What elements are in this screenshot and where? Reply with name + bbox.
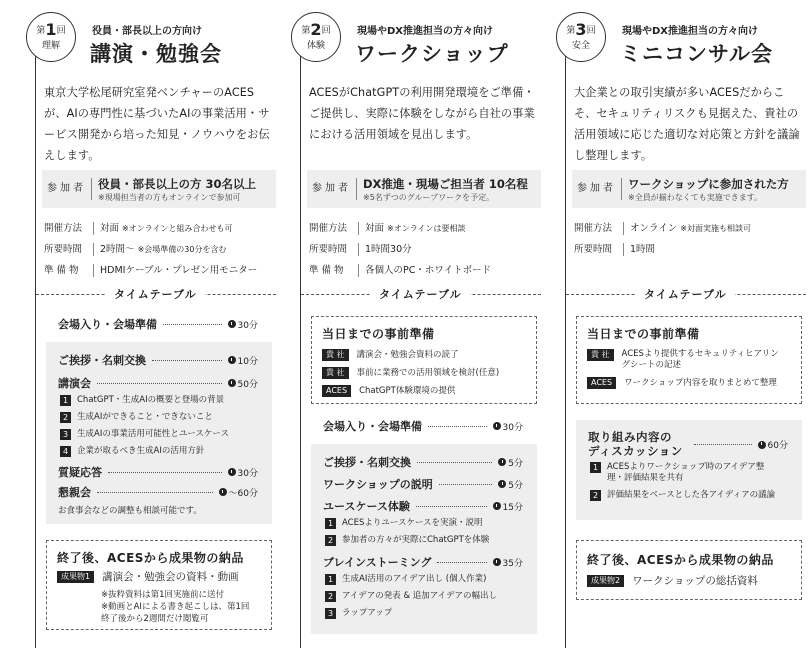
agenda-subitem: 3 ラップアップ — [325, 608, 392, 619]
column-session-3 — [558, 0, 808, 648]
deliverable-box: 終了後、ACESから成果物の納品 成果物1 講演会・勉強会の資料・動画 ※抜粋資料は第1回実施前に送付 ※動画とAIによる書き起こしは、第1回 終了後から2週間だけ閲覧可 — [46, 540, 272, 630]
participants-box — [42, 170, 276, 208]
agenda-subitem: 2 アイデアの発表 & 追加アイデアの幅出し — [325, 591, 497, 602]
agenda-subitem: 2 評価結果をベースとした各アイディアの議論 — [590, 490, 775, 501]
participants-box — [572, 170, 806, 208]
participants-value: DX推進・現場ご担当者 10名程 — [363, 176, 528, 191]
clock-icon — [228, 468, 236, 476]
program-box — [576, 420, 802, 520]
agenda-subitem: 1 ACESよりワークショップ時のアイデア整 理・評価結果を共有 — [590, 462, 764, 484]
agenda-subitem: 1 ACESよりユースケースを実演・説明 — [325, 518, 483, 529]
program-box — [311, 444, 537, 634]
session-title: 講演・勉強会 — [90, 42, 222, 66]
clock-icon — [228, 379, 236, 387]
agenda-subitem: 1 ChatGPT・生成AIの概要と登場の背景 — [60, 395, 224, 406]
party-note: お食事会などの調整も相談可能です。 — [58, 506, 202, 516]
agenda-subitem: 2 参加者の方々が実際にChatGPTを体験 — [325, 535, 489, 546]
clock-icon — [228, 320, 236, 328]
audience-caption: 役員・部長以上の方向け — [92, 26, 202, 37]
schedule-item: ワークショップの説明 5分 — [323, 478, 523, 491]
prep-box — [576, 316, 802, 404]
timetable-heading: タイムテーブル — [106, 286, 205, 302]
session-info: 開催方法 対面 ※オンラインは要相談 所要時間 1時間30分 準 備 物 各個人のPC・ホワイトボード — [309, 223, 492, 276]
participants-value: ワークショップに参加された方 — [628, 176, 789, 191]
clock-icon — [758, 441, 766, 449]
schedule-item: ブレインストーミング 35分 — [323, 556, 523, 569]
session-info: 開催方法 対面 ※オンラインと組み合わせも可 所要時間 2時間〜 ※会場準備の30分を含む 準 備 物 HDMIケーブル・プレゼン用モニター — [44, 223, 258, 276]
column-divider — [565, 52, 566, 648]
session-info: 開催方法 オンライン ※対面実施も相談可 所要時間 1時間 — [574, 223, 751, 255]
program-box — [46, 342, 272, 524]
session-description: 東京大学松尾研究室発ベンチャーのACESが、AIの専門性に基づいたAIの事業活用・サービス開発から培った知見・ノウハウをお伝えします。 — [44, 86, 270, 162]
session-title: ワークショップ — [355, 42, 509, 66]
clock-icon — [219, 488, 227, 496]
prep-item: 貴 社 講演会・勉強会資料の読了 — [322, 349, 459, 361]
session-badge: 第3回 安全 — [556, 12, 606, 62]
agenda-subitem: 4 企業が取るべき生成AIの活用方針 — [60, 446, 204, 457]
column-divider — [35, 52, 36, 648]
agenda-subitem: 1 生成AI活用のアイデア出し (個人作業) — [325, 574, 486, 585]
schedule-item: 会場入り・会場準備 30分 — [323, 420, 523, 433]
participants-value: 役員・部長以上の方 30名以上 — [98, 176, 257, 191]
deliverable-heading: 終了後、ACESから成果物の納品 — [57, 551, 244, 565]
prep-item: ACES ワークショップ内容を取りまとめて整理 — [587, 377, 777, 389]
schedule-item: 60分 — [688, 438, 788, 451]
column-session-2 — [293, 0, 543, 648]
clock-icon — [498, 458, 506, 466]
clock-icon — [493, 558, 501, 566]
session-description: ACESがChatGPTの利用開発環境をご準備・ご提供し、実際に体験をしながら自社の事業における活用領域を見出します。 — [309, 86, 535, 141]
session-badge: 第1回 理解 — [26, 12, 76, 62]
session-badge: 第2回 体験 — [291, 12, 341, 62]
participants-note: ※5名ずつのグループワークを予定。 — [363, 192, 495, 202]
prep-box — [311, 316, 537, 404]
deliverable-item: 成果物1 講演会・勉強会の資料・動画 — [57, 571, 239, 583]
audience-caption: 現場やDX推進担当の方々向け — [357, 26, 494, 37]
participants-box — [307, 170, 541, 208]
prep-heading: 当日までの事前準備 — [587, 327, 700, 341]
clock-icon — [493, 502, 501, 510]
column-divider — [300, 52, 301, 648]
participants-note: ※現場担当者の方もオンラインで参加可 — [98, 192, 241, 202]
timetable-heading: タイムテーブル — [636, 286, 735, 302]
schedule-item: 懇親会 〜60分 — [58, 486, 258, 499]
session-title: ミニコンサル会 — [620, 42, 773, 66]
session-description: 大企業との取引実績が多いACESだからこそ、セキュリティリスクも見据えた、貴社の活用領域に応じた適切な対応策と方針を議論し整理します。 — [574, 86, 800, 162]
schedule-item: ユースケース体験 15分 — [323, 500, 523, 513]
audience-caption: 現場やDX推進担当の方々向け — [622, 26, 759, 37]
timetable-heading: タイムテーブル — [371, 286, 470, 302]
deliverable-heading: 終了後、ACESから成果物の納品 — [587, 553, 774, 567]
schedule-item: ご挨拶・名刺交換 5分 — [323, 456, 523, 469]
participants-label: 参加者 — [42, 178, 92, 200]
participants-note: ※全員が揃わなくても実施できます。 — [628, 192, 763, 202]
deliverable-box — [576, 540, 802, 600]
schedule-item: 質疑応答 30分 — [58, 466, 258, 479]
agenda-subitem: 2 生成AIができること・できないこと — [60, 412, 213, 423]
participants-label: 参加者 — [572, 178, 622, 200]
schedule-item: 講演会 50分 — [58, 377, 258, 390]
discussion-heading: 取り組み内容の ディスカッション — [588, 430, 683, 458]
participants-label: 参加者 — [307, 178, 357, 200]
column-session-1 — [28, 0, 278, 648]
schedule-item: ご挨拶・名刺交換 10分 — [58, 354, 258, 367]
prep-item: ACES ChatGPT体験環境の提供 — [322, 385, 455, 397]
agenda-subitem: 3 生成AIの事業活用可能性とユースケース — [60, 429, 229, 440]
prep-heading: 当日までの事前準備 — [322, 327, 435, 341]
clock-icon — [228, 356, 236, 364]
deliverable-item: 成果物2 ワークショップの総括資料 — [587, 575, 758, 587]
clock-icon — [493, 422, 501, 430]
schedule-item: 会場入り・会場準備 30分 — [58, 318, 258, 331]
prep-item: 貴 社 ACESより提供するセキュリティヒアリン グシートの記述 — [587, 349, 779, 371]
clock-icon — [498, 480, 506, 488]
prep-item: 貴 社 事前に業務での活用領域を検討(任意) — [322, 367, 499, 379]
